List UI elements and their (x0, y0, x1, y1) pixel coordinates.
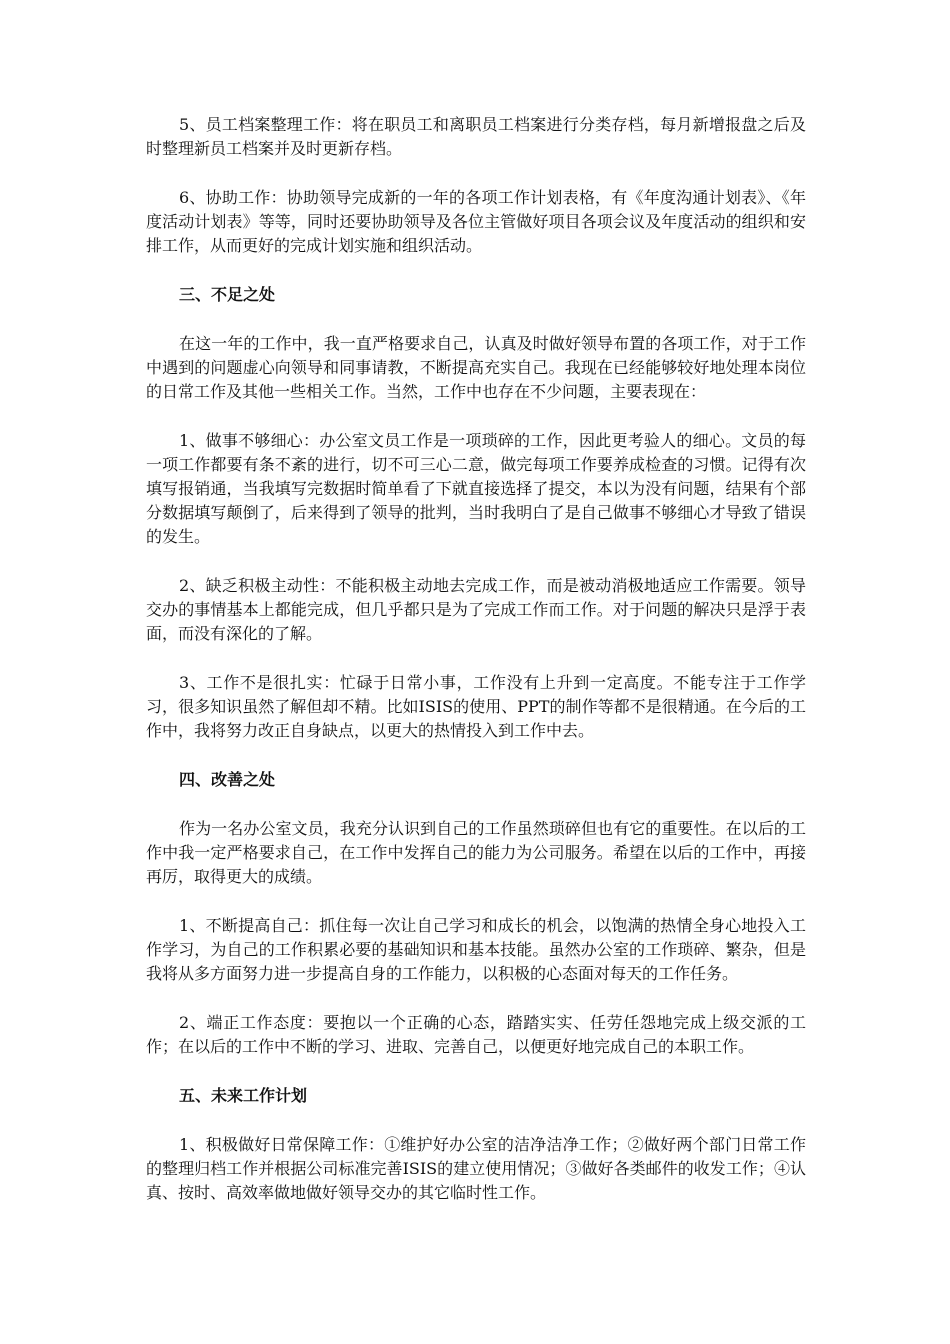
paragraph-improvement-2: 2、端正工作态度：要抱以一个正确的心态，踏踏实实、任劳任怨地完成上级交派的工作；在以后的工作中不断的学习、进取、完善自己，以便更好地完成自己的本职工作。 (146, 1013, 806, 1056)
paragraph-shortcoming-2: 2、缺乏积极主动性：不能积极主动地去完成工作，而是被动消极地适应工作需要。领导交办的事情基本上都能完成，但几乎都只是为了完成工作而工作。对于问题的解决只是浮于表面，而没有深化的了解。 (146, 576, 806, 643)
paragraph-improvements-intro: 作为一名办公室文员，我充分认识到自己的工作虽然琐碎但也有它的重要性。在以后的工作中我一定严格要求自己，在工作中发挥自己的能力为公司服务。希望在以后的工作中，再接再厉，取得更大的成绩。 (146, 819, 806, 886)
section-heading-shortcomings: 三、不足之处 (179, 285, 276, 304)
paragraph-improvement-1: 1、不断提高自己：抓住每一次让自己学习和成长的机会，以饱满的热情全身心地投入工作学习，为自己的工作积累必要的基础知识和基本技能。虽然办公室的工作琐碎、繁杂，但是我将从多方面努力进一步提高自身的工作能力，以积极的心态面对每天的工作任务。 (146, 916, 806, 983)
section-heading-improvements: 四、改善之处 (179, 770, 276, 789)
paragraph-item-6-assist: 6、协助工作：协助领导完成新的一年的各项工作计划表格，有《年度沟通计划表》、《年度活动计划表》等等，同时还要协助领导及各位主管做好项目各项会议及年度活动的组织和安排工作，从而更好的完成计划实施和组织活动。 (146, 188, 806, 255)
paragraph-shortcoming-1: 1、做事不够细心：办公室文员工作是一项琐碎的工作，因此更考验人的细心。文员的每一项工作都要有条不紊的进行，切不可三心二意，做完每项工作要养成检查的习惯。记得有次填写报销通，当我填写完数据时简单看了下就直接选择了提交，本以为没有问题，结果有个部分数据填写颠倒了，后来得到了领导的批判，当时我明白了是自己做事不够细心才导致了错误的发生。 (146, 431, 806, 546)
paragraph-shortcoming-3: 3、工作不是很扎实：忙碌于日常小事，工作没有上升到一定高度。不能专注于工作学习，很多知识虽然了解但却不精。比如ISIS的使用、PPT的制作等都不是很精通。在今后的工作中，我将努力改正自身缺点，以更大的热情投入到工作中去。 (146, 673, 806, 740)
document-page (146, 113, 806, 1230)
section-heading-future-plan: 五、未来工作计划 (179, 1086, 308, 1105)
paragraph-plan-1: 1、积极做好日常保障工作：①维护好办公室的洁净洁净工作；②做好两个部门日常工作的整理归档工作并根据公司标准完善ISIS的建立使用情况；③做好各类邮件的收发工作；④认真、按时、高效率做地做好领导交办的其它临时性工作。 (146, 1135, 806, 1202)
paragraph-item-5-archives: 5、员工档案整理工作：将在职员工和离职员工档案进行分类存档，每月新增报盘之后及时整理新员工档案并及时更新存档。 (146, 115, 806, 158)
paragraph-shortcomings-intro: 在这一年的工作中，我一直严格要求自己，认真及时做好领导布置的各项工作，对于工作中遇到的问题虚心向领导和同事请教，不断提高充实自己。我现在已经能够较好地处理本岗位的日常工作及其他一些相关工作。当然，工作中也存在不少问题，主要表现在： (146, 334, 806, 401)
